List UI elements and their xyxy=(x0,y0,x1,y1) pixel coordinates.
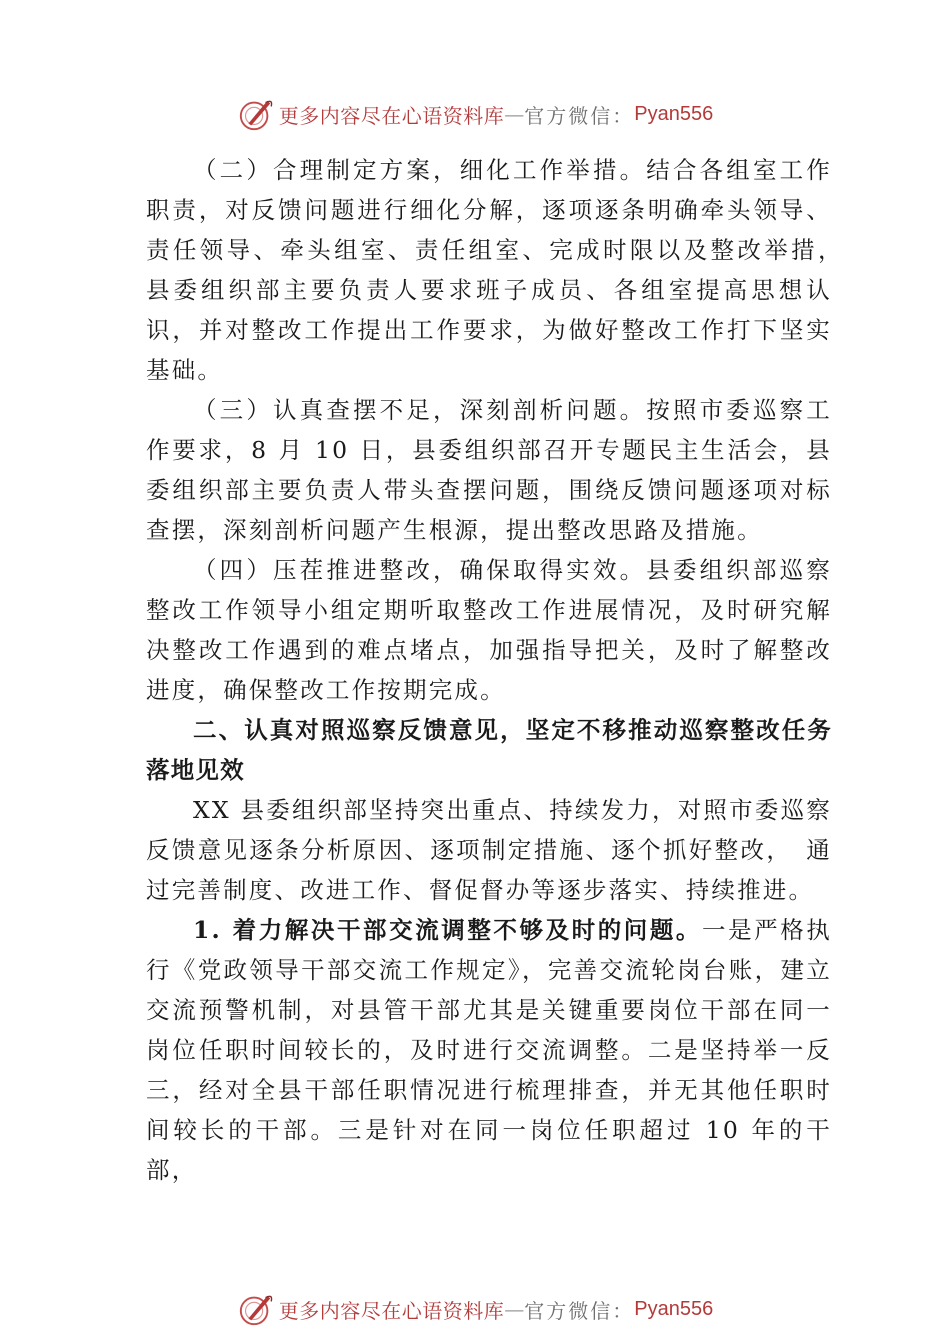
banner-main-text: 更多内容尽在心语资料库 xyxy=(278,1298,505,1323)
paragraph-item-1 xyxy=(146,910,832,1190)
header-banner xyxy=(0,92,950,136)
banner-official-label: 官方微信： xyxy=(524,1298,635,1323)
quill-pen-seal-icon xyxy=(237,1290,275,1328)
document-body xyxy=(146,150,858,1190)
banner-dash: — xyxy=(504,1297,525,1321)
banner-official-label: 官方微信： xyxy=(524,103,635,128)
banner-dash: — xyxy=(504,102,525,126)
banner-wechat-id: Pyan556 xyxy=(634,102,714,125)
section-heading: 二、认真对照巡察反馈意见，坚定不移推动巡察整改任务落地见效 xyxy=(146,716,832,784)
banner-wechat-id: Pyan556 xyxy=(634,1297,714,1320)
banner-main-text: 更多内容尽在心语资料库 xyxy=(278,103,505,128)
item-1-lead: 1. 着力解决干部交流调整不够及时的问题。 xyxy=(193,916,702,944)
footer-banner xyxy=(0,1287,950,1331)
paragraph-section-3: （三）认真查摆不足，深刻剖析问题。按照市委巡察工作要求，8 月 10 日，县委组织部召开专题民主生活会，县委组织部主要负责人带头查摆问题，围绕反馈问题逐项对标查摆，深刻剖析问题产生根源，提出整改思路及措施。 xyxy=(146,396,832,544)
item-1-body: 一是严格执行《党政领导干部交流工作规定》，完善交流轮岗台账，建立交流预警机制，对县管干部尤其是关键重要岗位干部在同一岗位任职时间较长的，及时进行交流调整。二是坚持举一反三，经对全县干部任职情况进行梳理排查，并无其他任职时间较长的干部。三是针对在同一岗位任职超过 10 年的干部， xyxy=(146,916,832,1184)
paragraph-section-4: （四）压茬推进整改，确保取得实效。县委组织部巡察整改工作领导小组定期听取整改工作进展情况，及时研究解决整改工作遇到的难点堵点，加强指导把关，及时了解整改进度，确保整改工作按期完成。 xyxy=(146,556,832,704)
quill-pen-seal-icon xyxy=(237,95,275,133)
paragraph-section-2: （二）合理制定方案，细化工作举措。结合各组室工作职责，对反馈问题进行细化分解，逐项逐条明确牵头领导、责任领导、牵头组室、责任组室、完成时限以及整改举措， 县委组织部主要负责人要求班子成员、各组室提高思想认识，并对整改工作提出工作要求，为做好整改工作打下坚实基础。 xyxy=(146,156,858,384)
paragraph-intro: XX 县委组织部坚持突出重点、持续发力，对照市委巡察反馈意见逐条分析原因、逐项制定措施、逐个抓好整改， 通过完善制度、改进工作、督促督办等逐步落实、持续推进。 xyxy=(146,796,832,904)
